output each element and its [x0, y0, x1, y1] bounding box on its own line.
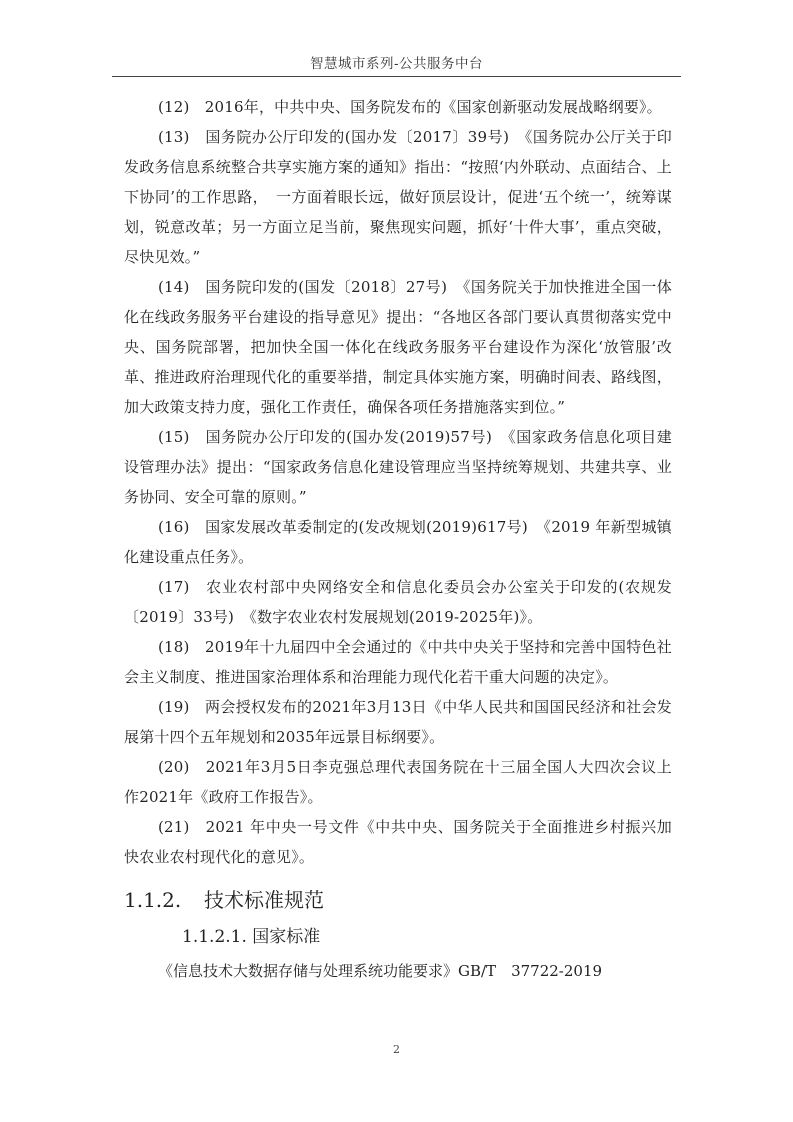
list-paragraph-12: (12) 2016年，中共中央、国务院发布的《国家创新驱动发展战略纲要》。: [158, 98, 662, 116]
list-paragraph-21: (21) 2021 年中央一号文件《中共中央、国务院关于全面推进乡村振兴加快农业农村现代化的意见》。: [124, 818, 672, 866]
document-body: [124, 92, 672, 988]
list-paragraph-20: (20) 2021年3月5日李克强总理代表国务院在十三届全国人大四次会议上作2021年《政府工作报告》。: [124, 758, 672, 806]
section-number: 1.1.2.: [124, 888, 182, 912]
list-paragraph-14: (14) 国务院印发的(国发〔2018〕27号) 《国务院关于加快推进全国一体化在线政务服务平台建设的指导意见》提出：“各地区各部门要认真贯彻落实党中央、国务院部署，把加快全国一体化在线政务服务平台建设作为深化‘放管服’改革、推进政府治理现代化的重要举措，制定具体实施方案，明确时间表、路线图，加大政策支持力度，强化工作责任，确保各项任务措施落实到位。”: [124, 278, 672, 416]
list-paragraph-13: (13) 国务院办公厅印发的(国办发〔2017〕39号) 《国务院办公厅关于印发政务信息系统整合共享实施方案的通知》指出：“按照‘内外联动、点面结合、上下协同’的工作思路， 一方面着眼长远，做好顶层设计，促进‘五个统一’，统筹谋划，锐意改革；另一方面立足当前，聚焦现实问题，抓好‘十件大事’，重点突破，尽快见效。”: [124, 128, 672, 266]
subsection-number: 1.1.2.1.: [182, 927, 247, 947]
list-paragraph-16: (16) 国家发展改革委制定的(发改规划(2019)617号) 《2019 年新型城镇化建设重点任务》。: [124, 518, 672, 566]
subsection-title: 国家标准: [252, 927, 321, 947]
standard-entry: 《信息技术大数据存储与处理系统功能要求》GB/T 37722-2019: [158, 962, 603, 980]
running-header: 智慧城市系列-公共服务中台: [309, 56, 484, 72]
list-paragraph-19: (19) 两会授权发布的2021年3月13日《中华人民共和国国民经济和社会发展第十四个五年规划和2035年远景目标纲要》。: [124, 698, 672, 746]
list-paragraph-17: (17) 农业农村部中央网络安全和信息化委员会办公室关于印发的(农规发〔2019〕33号) 《数字农业农村发展规划(2019-2025年)》。: [124, 578, 672, 626]
subsection-heading: [182, 920, 672, 954]
page-number: 2: [393, 1043, 400, 1056]
section-title: 技术标准规范: [204, 888, 324, 912]
list-paragraph-18: (18) 2019年十九届四中全会通过的《中共中央关于坚持和完善中国特色社会主义制度、推进国家治理体系和治理能力现代化若干重大问题的决定》。: [124, 638, 672, 686]
list-paragraph-15: (15) 国务院办公厅印发的(国办发(2019)57号) 《国家政务信息化项目建设管理办法》提出：“国家政务信息化建设管理应当坚持统筹规划、共建共享、业务协同、安全可靠的原则。”: [124, 428, 672, 506]
header-rule: [112, 76, 681, 77]
section-heading: [124, 880, 672, 920]
